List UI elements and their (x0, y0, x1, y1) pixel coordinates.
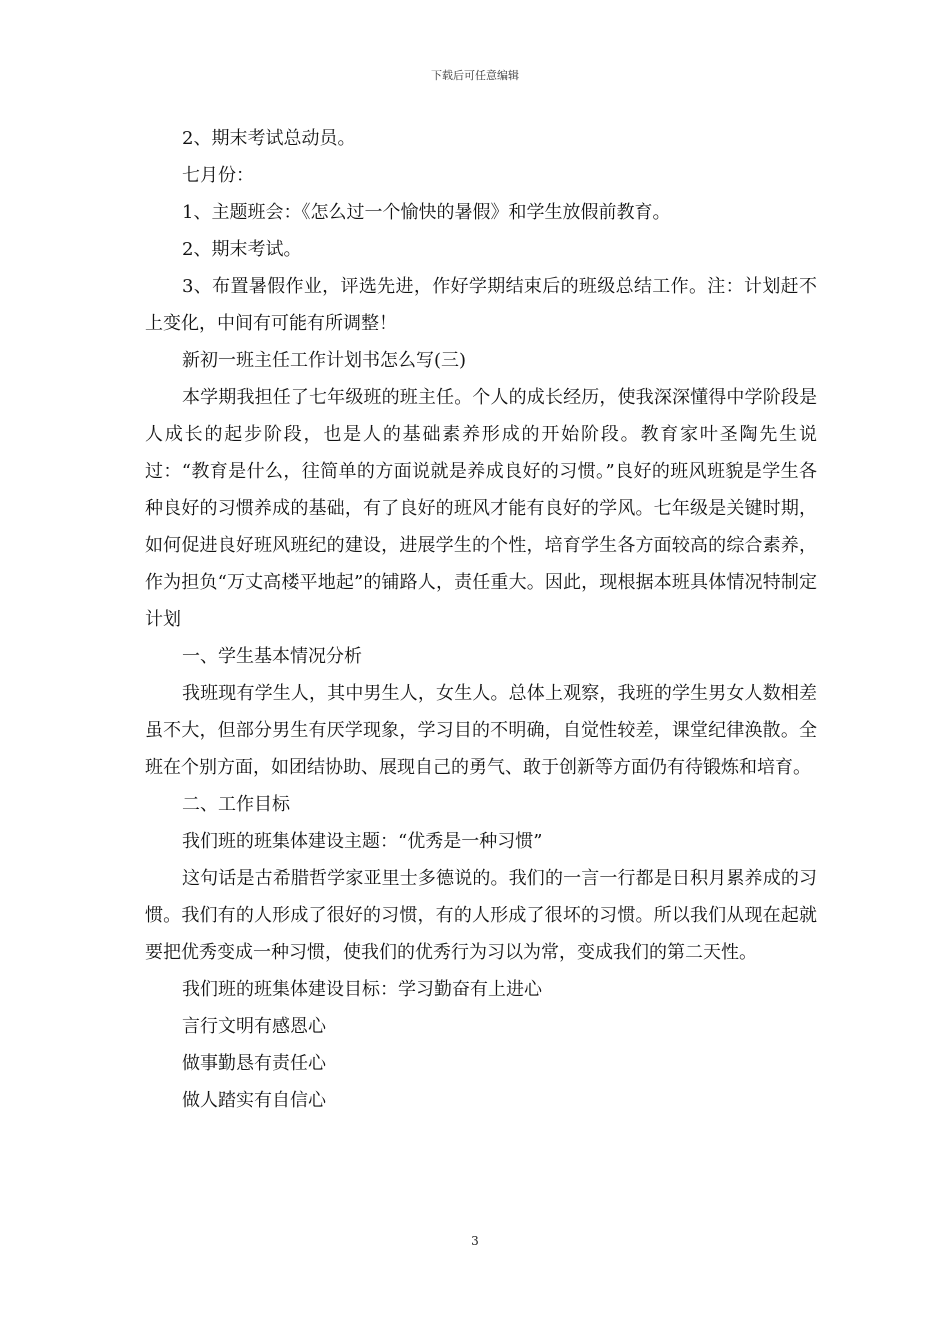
text-line: 言行文明有感恩心 (182, 1016, 326, 1037)
paragraph: 3、布置暑假作业，评选先进，作好学期结束后的班级总结工作。注：计划赶不上变化，中间有可能有所调整！ (145, 276, 817, 334)
page-number: 3 (471, 1234, 479, 1248)
paragraph: 本学期我担任了七年级班的班主任。个人的成长经历，使我深深懂得中学阶段是人成长的起步阶段，也是人的基础素养形成的开始阶段。教育家叶圣陶先生说过：“教育是什么，往简单的方面说就是养成良好的习惯。”良好的班风班貌是学生各种良好的习惯养成的基础，有了良好的班风才能有良好的学风。七年级是关键时期，如何促进良好班风班纪的建设，进展学生的个性，培育学生各方面较高的综合素养，作为担负“万丈高楼平地起”的铺路人，责任重大。因此，现根据本班具体情况特制定计划 (145, 387, 817, 630)
text-line: 做事勤恳有责任心 (182, 1053, 326, 1074)
section-heading: 一、学生基本情况分析 (182, 646, 362, 667)
section-title: 新初一班主任工作计划书怎么写(三) (182, 350, 467, 371)
text-line: 2、期末考试总动员。 (182, 128, 356, 149)
document-body (145, 120, 817, 1119)
text-line: 2、期末考试。 (182, 239, 302, 260)
text-line: 做人踏实有自信心 (182, 1090, 326, 1111)
text-line: 我们班的班集体建设主题：“优秀是一种习惯” (182, 831, 543, 852)
section-heading: 二、工作目标 (182, 794, 290, 815)
paragraph: 这句话是古希腊哲学家亚里士多德说的。我们的一言一行都是日积月累养成的习惯。我们有的人形成了很好的习惯，有的人形成了很坏的习惯。所以我们从现在起就要把优秀变成一种习惯，使我们的优秀行为习以为常，变成我们的第二天性。 (145, 868, 817, 963)
text-line: 七月份： (182, 165, 254, 186)
page-header: 下载后可任意编辑 (431, 69, 519, 82)
paragraph: 我班现有学生人，其中男生人，女生人。总体上观察，我班的学生男女人数相差虽不大，但部分男生有厌学现象，学习目的不明确，自觉性较差，课堂纪律涣散。全班在个别方面，如团结协助、展现自己的勇气、敢于创新等方面仍有待锻炼和培育。 (145, 683, 817, 778)
text-line: 我们班的班集体建设目标：学习勤奋有上进心 (182, 979, 542, 1000)
text-line: 1、主题班会：《怎么过一个愉快的暑假》和学生放假前教育。 (182, 202, 671, 223)
